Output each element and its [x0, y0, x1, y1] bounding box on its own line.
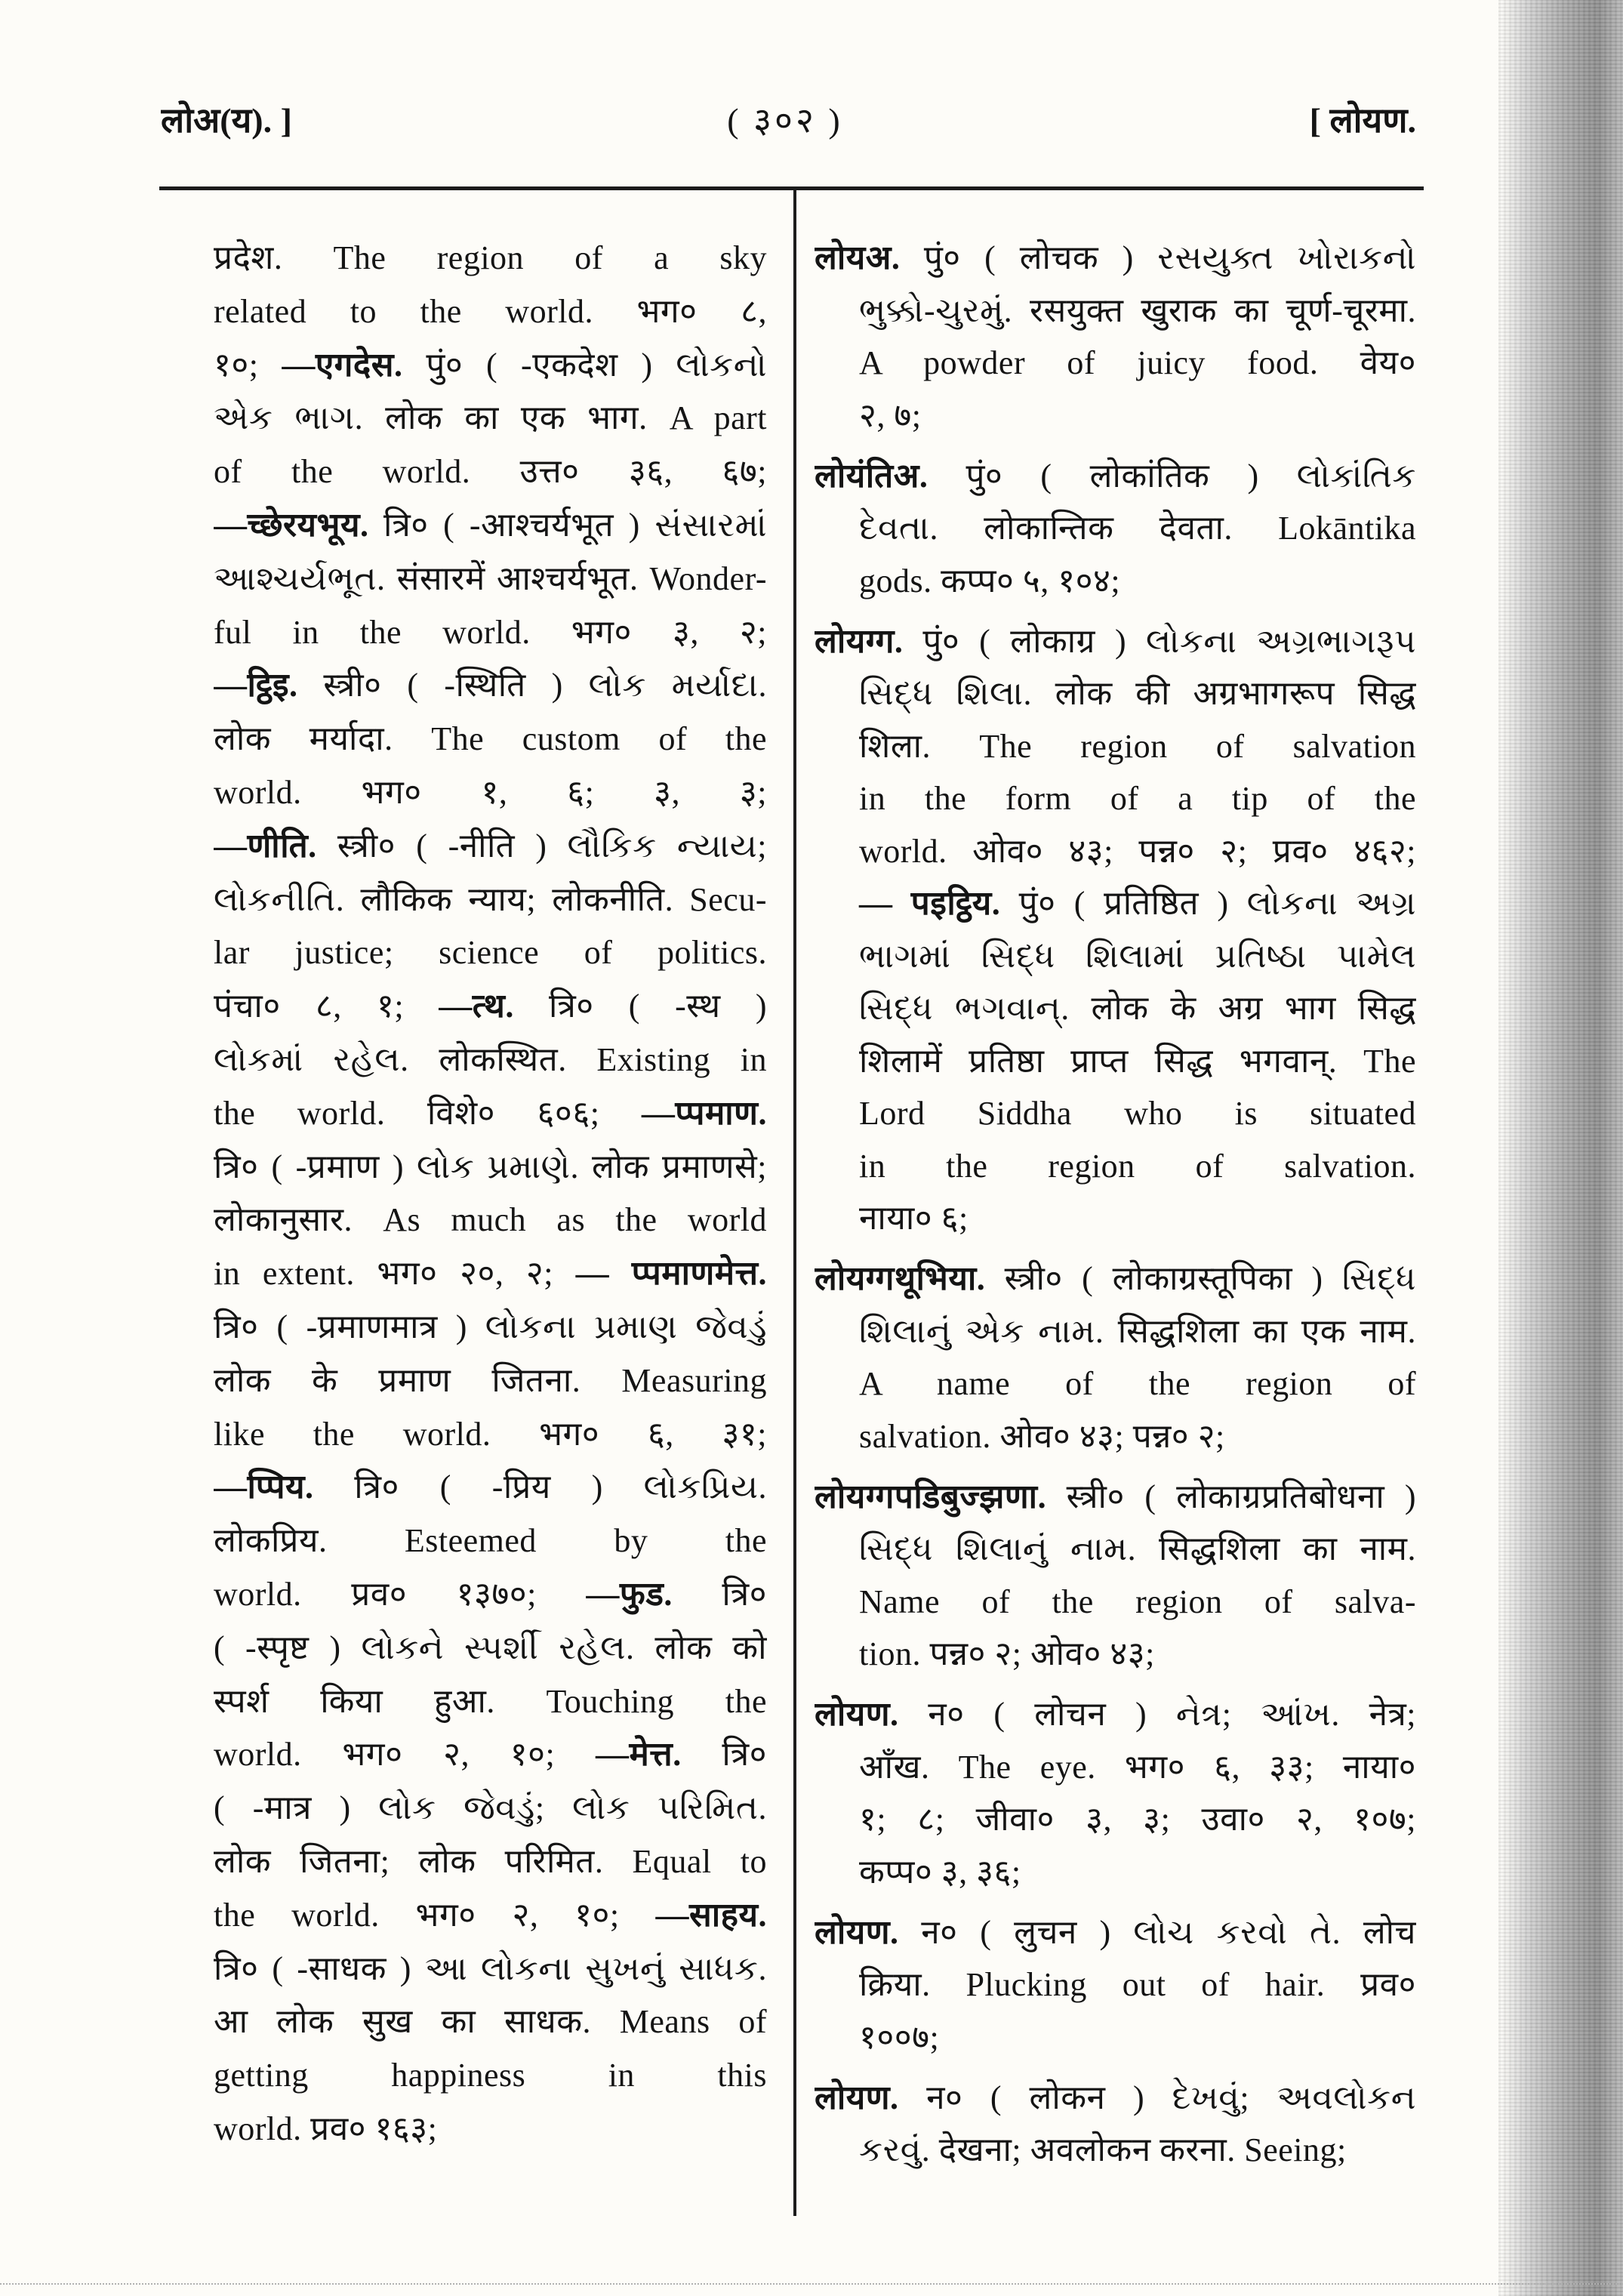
line-text: in extent. भग० २०, २;	[214, 1255, 576, 1293]
line-text: लोक के प्रमाण जितना. Measuring	[214, 1361, 767, 1399]
line-text: getting happiness in this	[214, 2057, 767, 2094]
right-column	[815, 232, 1416, 2177]
headword: —त्थ.	[439, 988, 514, 1025]
text-line	[815, 930, 1416, 983]
text-line	[815, 1192, 1416, 1245]
line-text: त्रि० ( -प्रमाण ) લોક પ્રમાણે. लोक प्रमाणसे;	[214, 1148, 767, 1185]
line-text: A name of the region of	[859, 1365, 1416, 1402]
headword: लोयण.	[815, 1696, 899, 1733]
line-text: शिला. The region of salvation	[859, 727, 1416, 765]
headword: लोयग्गपडिबुज्झणा.	[815, 1478, 1047, 1515]
line-text: न० ( लुचन ) લોચ કરવો તે. लोच	[898, 1913, 1416, 1951]
line-text: લોકનીતિ. लौकिक न्याय; लोकनीति. Secu-	[214, 880, 767, 918]
line-text: in the region of salvation.	[859, 1147, 1416, 1185]
line-text: આશ્ચર્યભૂત. संसारमें आश्चर्यभूत. Wonder-	[214, 559, 767, 597]
headword: लोयग्ग.	[815, 622, 904, 660]
text-line	[214, 1194, 767, 1247]
text-line	[815, 2072, 1416, 2125]
line-text: त्रि० ( -स्थ )	[513, 988, 767, 1025]
text-line	[214, 606, 767, 660]
line-text: पुं० ( लोकांतिक ) લોકાંતિક	[928, 457, 1416, 495]
line-text: लोक मर्यादा. The custom of the	[214, 720, 767, 758]
line-text: like the world. भग० ६, ३१;	[214, 1415, 767, 1453]
line-text: त्रि० ( -प्रिय ) લોકપ્રિય.	[313, 1469, 767, 1506]
text-line	[214, 1568, 767, 1622]
headword: — प्पमाणमेत्त.	[575, 1255, 767, 1293]
line-text: tion. पन्न० २; ओव० ४३;	[859, 1635, 1155, 1672]
text-line	[214, 1461, 767, 1515]
line-text: लोक जितना; लोक परिमित. Equal to	[214, 1842, 767, 1880]
line-text: ભુક્કો-ચુરમું. रसयुक्त खुराक का चूर्ण-चूरमा.	[859, 291, 1416, 329]
text-line	[214, 232, 767, 285]
text-line	[815, 982, 1416, 1035]
text-line	[815, 1793, 1416, 1846]
text-line	[815, 1959, 1416, 2011]
dictionary-entry	[815, 615, 1416, 1245]
text-line	[214, 1141, 767, 1194]
line-text: A powder of juicy food. वेय०	[859, 344, 1416, 381]
line-text: in the form of a tip of the	[859, 780, 1416, 817]
line-text: world. ओव० ४३; पन्न० २; प्रव० ४६२;	[859, 832, 1416, 870]
text-line	[214, 1515, 767, 1568]
line-text: प्रदेश. The region of a sky	[214, 239, 767, 276]
text-line	[815, 337, 1416, 390]
line-text: દેવતા. लोकान्तिक देवता. Lokāntika	[859, 510, 1416, 547]
line-text: नाया० ६;	[859, 1200, 969, 1237]
text-line	[815, 232, 1416, 285]
text-line	[214, 285, 767, 339]
line-text: Name of the region of salva-	[859, 1583, 1416, 1620]
line-text: of the world. उत्त० ३६, ६७;	[214, 453, 767, 491]
headword: लोयंतिअ.	[815, 457, 929, 495]
line-text: कप्प० ३, ३६;	[859, 1853, 1021, 1891]
text-line	[815, 2011, 1416, 2064]
line-text: १; ८; जीवा० ३, ३; उवा० २, १०७;	[859, 1801, 1416, 1838]
text-line	[214, 659, 767, 713]
left-column	[214, 232, 767, 2156]
text-line	[214, 1622, 767, 1675]
line-text: lar justice; science of politics.	[214, 934, 767, 972]
line-text: आँख. The eye. भग० ६, ३३; नाया०	[859, 1748, 1416, 1786]
headword: — पइट्ठिय.	[859, 885, 1001, 922]
text-line	[815, 1358, 1416, 1410]
line-text: ful in the world. भग० ३, २;	[214, 613, 767, 651]
text-line	[214, 1247, 767, 1301]
text-line	[815, 1576, 1416, 1629]
line-text: पुं० ( -एकदेश ) લોકનો	[402, 346, 767, 384]
line-text: salvation. ओव० ४३; पन्न० २;	[859, 1417, 1225, 1455]
text-line	[214, 980, 767, 1034]
text-line	[815, 502, 1416, 555]
text-line	[815, 285, 1416, 337]
text-line	[815, 667, 1416, 720]
line-text: क्रिया. Plucking out of hair. प्रव०	[859, 1966, 1416, 2003]
text-line	[214, 1354, 767, 1408]
dictionary-entry	[815, 1471, 1416, 1681]
headword: लोयग्गथूभिया.	[815, 1260, 986, 1297]
text-line	[214, 2103, 767, 2156]
line-text: કરવું. देखना; अवलोकन करना. Seeing;	[859, 2131, 1347, 2168]
dictionary-entry	[815, 1253, 1416, 1462]
line-text: त्रि०	[672, 1575, 767, 1613]
text-line	[815, 2124, 1416, 2177]
line-text: એક ભાગ. लोक का एक भाग. A part	[214, 399, 767, 437]
text-line	[815, 555, 1416, 608]
line-text: स्त्री० ( लोकाग्रप्रतिबोधना )	[1046, 1478, 1416, 1515]
running-head-right: [ लोयण.	[1309, 101, 1416, 140]
headword: —च्छेरयभूय.	[214, 506, 369, 544]
dictionary-entry	[815, 450, 1416, 608]
page-number: ( ३०२ )	[727, 101, 843, 140]
line-text: पंचा० ८, १;	[214, 988, 439, 1025]
line-text: the world. विशे० ६०६;	[214, 1094, 642, 1132]
text-line	[815, 1523, 1416, 1576]
line-text: world. भग० १, ६; ३, ३;	[214, 773, 767, 811]
line-text: ( -मात्र ) લોક જેવડું; લોક પરિમિત.	[214, 1789, 767, 1827]
line-text: स्त्री० ( लोकाग्रस्तूपिका ) સિદ્ધ	[985, 1260, 1416, 1297]
line-text: स्त्री० ( -नीति ) લૌકિક ન્યાય;	[316, 827, 767, 864]
text-line	[214, 1996, 767, 2049]
text-line	[815, 1906, 1416, 1959]
line-text: the world. भग० २, १०;	[214, 1896, 656, 1934]
line-text: १००७;	[859, 2018, 940, 2056]
headword: —ट्ठिइ.	[214, 667, 298, 704]
text-line	[815, 1140, 1416, 1193]
headword: —साहय.	[655, 1896, 767, 1934]
headword: —फुड.	[586, 1575, 673, 1613]
line-text: world. भग० २, १०;	[214, 1736, 596, 1774]
headword: लोयण.	[815, 1913, 899, 1951]
text-line	[214, 1301, 767, 1354]
line-text: world. प्रव० १६३;	[214, 2110, 438, 2147]
line-text: १०;	[214, 346, 282, 384]
text-line	[815, 877, 1416, 930]
text-line	[815, 1035, 1416, 1088]
headword: —प्पमाण.	[641, 1094, 767, 1132]
line-text: त्रि० ( -साधक ) આ લોકના સુખનું સાધક.	[214, 1949, 767, 1987]
line-text: સિદ્ધ શિલા. लोक की अग्रभागरूप सिद्ध	[859, 675, 1416, 712]
line-text: पुं० ( लोकाग्र ) લોકના અગ્રભાગરૂપ	[903, 622, 1416, 660]
line-text: आ लोक सुख का साधक. Means of	[214, 2003, 767, 2041]
line-text: न० ( लोचन ) નેત્ર; આંખ. नेत्र;	[898, 1696, 1416, 1733]
text-line	[214, 1728, 767, 1782]
line-text: world. प्रव० १३७०;	[214, 1575, 587, 1613]
dictionary-entry	[815, 232, 1416, 442]
text-line	[214, 1943, 767, 1996]
text-line	[214, 766, 767, 820]
headword: —एगदेस.	[282, 346, 403, 384]
text-line	[214, 339, 767, 393]
text-line	[214, 2049, 767, 2103]
line-text: न० ( लोकन ) દેખવું; અવલોકન	[898, 2079, 1416, 2116]
text-line	[815, 1628, 1416, 1681]
text-line	[214, 1675, 767, 1729]
dictionary-entry	[815, 1688, 1416, 1898]
line-text: शिलामें प्रतिष्ठा प्राप्त सिद्ध भगवान्. The	[859, 1042, 1416, 1080]
line-text: ( -स्पृष्ट ) લોકને સ્પર્શી રહેલ. लोक को	[214, 1629, 767, 1666]
text-line	[214, 1087, 767, 1141]
text-line	[815, 825, 1416, 878]
line-text: ભાગમાં સિદ્ધ શિલામાં પ્રતિષ્ઠા પામેલ	[859, 937, 1416, 975]
line-text: लोकानुसार. As much as the world	[214, 1201, 767, 1239]
line-text: २, ७;	[859, 396, 922, 434]
line-text: पुं० ( लोचक ) રસયુક્ત ખોરાકનો	[900, 239, 1416, 276]
text-line	[214, 1408, 767, 1462]
text-line	[214, 926, 767, 980]
text-line	[214, 499, 767, 553]
line-text: स्त्री० ( -स्थिति ) લોક મર્યાદા.	[297, 667, 767, 704]
bottom-edge	[0, 2283, 1623, 2285]
text-line	[214, 1835, 767, 1889]
dictionary-entry	[815, 1906, 1416, 2064]
text-line	[214, 392, 767, 445]
column-divider	[793, 189, 796, 2216]
text-line	[815, 390, 1416, 442]
running-head-left: लोअ(य). ]	[161, 101, 292, 140]
line-text: શિલાનું એક નામ. सिद्धशिला का एक नाम.	[859, 1312, 1416, 1350]
line-text: related to the world. भग० ८,	[214, 292, 767, 330]
line-text: पुं० ( प्रतिष्ठित ) લોકના અગ્ર	[1000, 885, 1416, 922]
text-line	[815, 772, 1416, 825]
headword: लोयण.	[815, 2079, 899, 2116]
line-text: त्रि० ( -प्रमाणमात्र ) લોકના પ્રમાણ જેવડું	[214, 1308, 767, 1345]
line-text: સિદ્ધ ભગવાન્. लोक के अग्र भाग सिद्ध	[859, 990, 1416, 1027]
dictionary-entry	[815, 2072, 1416, 2177]
line-text: त्रि०	[681, 1736, 767, 1774]
text-line	[815, 1741, 1416, 1794]
text-line	[214, 445, 767, 499]
headword: —णीति.	[214, 827, 317, 864]
text-line	[214, 1782, 767, 1835]
text-line	[214, 1034, 767, 1087]
text-line	[815, 1253, 1416, 1305]
text-line	[815, 1846, 1416, 1899]
text-line	[214, 820, 767, 874]
text-line	[815, 1471, 1416, 1524]
headword: —प्पिय.	[214, 1469, 314, 1506]
line-text: લોકમાં રહેલ. लोकस्थित. Existing in	[214, 1040, 767, 1078]
headword: —मेत्त.	[595, 1736, 682, 1774]
text-line	[815, 615, 1416, 668]
line-text: Lord Siddha who is situated	[859, 1095, 1416, 1132]
page-edge-shadow	[1498, 0, 1623, 2296]
text-line	[815, 1688, 1416, 1741]
text-line	[815, 1087, 1416, 1140]
text-line	[214, 1889, 767, 1943]
text-line	[815, 450, 1416, 503]
text-line	[214, 553, 767, 606]
line-text: त्रि० ( -आश्चर्यभूत ) સંસારમાં	[368, 506, 767, 544]
line-text: gods. कप्प० ५, १०४;	[859, 562, 1121, 599]
text-line	[214, 874, 767, 927]
text-line	[214, 713, 767, 766]
text-line	[815, 1410, 1416, 1463]
line-text: સિદ્ધ શિલાનું નામ. सिद्धशिला का नाम.	[859, 1530, 1416, 1567]
header-rule	[159, 186, 1424, 190]
line-text: लोकप्रिय. Esteemed by the	[214, 1522, 767, 1560]
text-line	[815, 720, 1416, 773]
text-line	[815, 1305, 1416, 1358]
line-text: स्पर्श किया हुआ. Touching the	[214, 1682, 767, 1720]
headword: लोयअ.	[815, 239, 901, 276]
